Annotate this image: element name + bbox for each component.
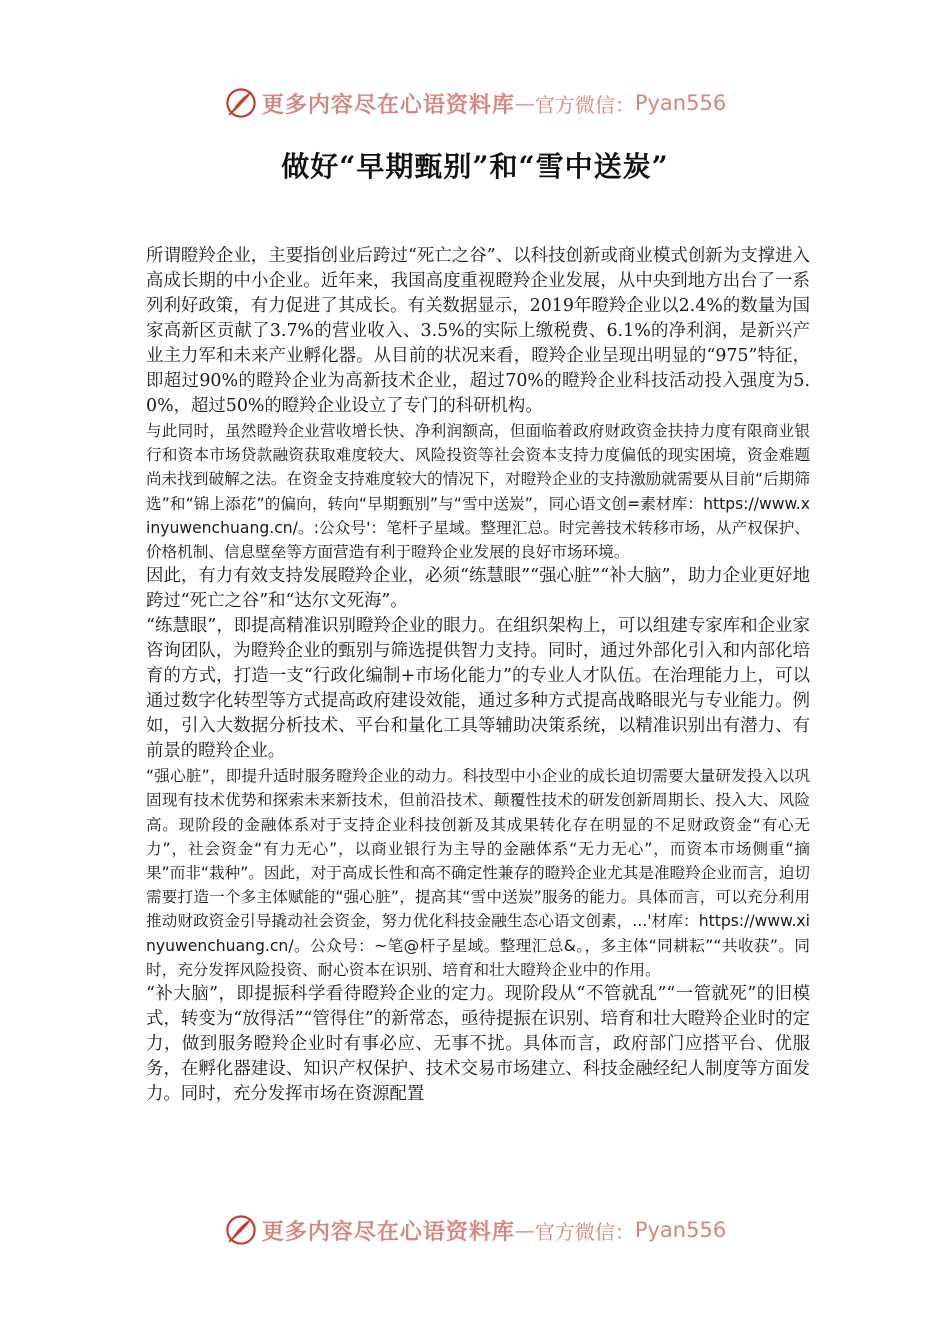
banner-text: 更多内容尽在心语资料库 [261, 1218, 515, 1245]
banner-text: 更多内容尽在心语资料库 [261, 91, 515, 118]
banner-separator: — [514, 1218, 535, 1242]
banner-wechat-label: 官方微信： [534, 92, 635, 117]
banner-wechat-id: Pyan556 [634, 1218, 727, 1242]
paragraph-5: “强心脏”，即提升适时服务瞪羚企业的动力。科技型中小企业的成长迫切需要大量研发投入以巩固现有技术优势和探索未来新技术，但前沿技术、颠覆性技术的研发创新周期长、投入大、风险高。现阶段的金融体系对于支持企业科技创新及其成果转化存在明显的不足财政资金“有心无力”，社会资金“有力无心”，以商业银行为主导的金融体系“无力无心”，而资本市场侧重“摘果”而非“栽种”。因此，对于高成长性和高不确定性兼存的瞪羚企业尤其是准瞪羚企业而言，迫切需要打造一个多主体赋能的“强心脏”，提高其“雪中送炭”服务的能力。具体而言，可以充分利用推动财政资金引导撬动社会资金，努力优化科技金融生态心语文创素，...'材库：https://www.xinyuwenchuang.cn/。公众号：~笔@杆子星域。整理汇总&。，多主体“同耕耘”“共收获”。同时，充分发挥风险投资、耐心资本在识别、培育和壮大瞪羚企业中的作用。 [146, 767, 810, 979]
document-body [146, 244, 810, 1107]
banner-separator: — [514, 91, 535, 115]
banner-wechat-id: Pyan556 [634, 91, 727, 115]
feather-logo-icon [224, 1213, 258, 1247]
paragraph-2: 与此同时，虽然瞪羚企业营收增长快、净利润额高，但面临着政府财政资金扶持力度有限商业银行和资本市场贷款融资获取难度较大、风险投资等社会资本支持力度偏低的现实困境，资金难题尚未找到破解之法。在资金支持难度较大的情况下，对瞪羚企业的支持激励就需要从目前“后期筛选”和“锦上添花”的偏向，转向“早期甄别”与“雪中送炭”，同心语文创=素材库：https://www.xinyuwenchuang.cn/。:公众号'：笔杆子星域。整理汇总。时完善技术转移市场，从产权保护、价格机制、信息壁垒等方面营造有利于瞪羚企业发展的良好市场环境。 [146, 422, 810, 562]
paragraph-1: 所谓瞪羚企业，主要指创业后跨过“死亡之谷”、以科技创新或商业模式创新为支撑进入高成长期的中小企业。近年来，我国高度重视瞪羚企业发展，从中央到地方出台了一系列利好政策，有力促进了其成长。有关数据显示，2019年瞪羚企业以2.4%的数量为国家高新区贡献了3.7%的营业收入、3.5%的实际上缴税费、6.1%的净利润，是新兴产业主力军和未来产业孵化器。从目前的状况来看，瞪羚企业呈现出明显的“975”特征，即超过90%的瞪羚企业为高新技术企业，超过70%的瞪羚企业科技活动投入强度为5.0%，超过50%的瞪羚企业设立了专门的科研机构。 [146, 246, 810, 416]
paragraph-4: “练慧眼”，即提高精准识别瞪羚企业的眼力。在组织架构上，可以组建专家库和企业家咨询团队，为瞪羚企业的甄别与筛选提供智力支持。同时，通过外部化引入和内部化培育的方式，打造一支“行政化编制+市场化能力”的专业人才队伍。在治理能力上，可以通过数字化转型等方式提高政府建设效能，通过多种方式提高战略眼光与专业能力。例如，引入大数据分析技术、平台和量化工具等辅助决策系统，以精准识别出有潜力、有前景的瞪羚企业。 [146, 616, 810, 762]
paragraph-6: “补大脑”，即提振科学看待瞪羚企业的定力。现阶段从“不管就乱”“一管就死”的旧模式，转变为“放得活”“管得住”的新常态，亟待提振在识别、培育和壮大瞪羚企业时的定力，做到服务瞪羚企业时有事必应、无事不扰。具体而言，政府部门应搭平台、优服务，在孵化器建设、知识产权保护、技术交易市场建立、科技金融经纪人制度等方面发力。同时，充分发挥市场在资源配置 [146, 984, 810, 1105]
header-watermark-banner [0, 83, 950, 123]
document-title: 做好“早期甄别”和“雪中送炭” [281, 150, 669, 183]
paragraph-3: 因此，有力有效支持发展瞪羚企业，必须“练慧眼”“强心脏”“补大脑”，助力企业更好地跨过“死亡之谷”和“达尔文死海”。 [146, 566, 810, 612]
footer-watermark-banner [0, 1210, 950, 1250]
banner-wechat-label: 官方微信： [534, 1219, 635, 1244]
feather-logo-icon [224, 86, 258, 120]
